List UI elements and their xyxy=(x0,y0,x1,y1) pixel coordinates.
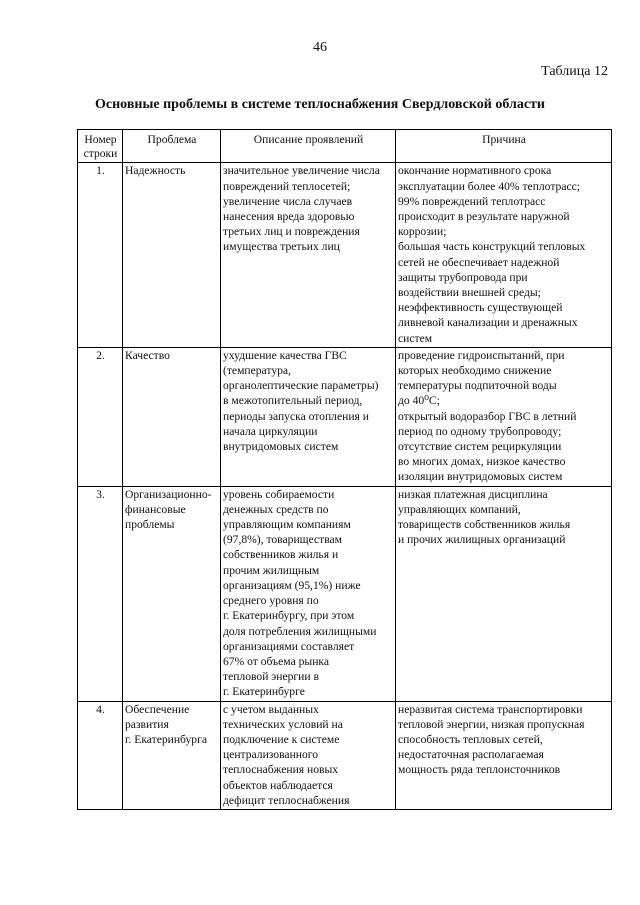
description-line: повреждений теплосетей; xyxy=(223,179,351,193)
problem-line: Организационно- xyxy=(125,487,212,501)
cause-line: ливневой канализации и дренажных xyxy=(398,316,578,330)
row-cause xyxy=(396,701,612,809)
description-line: начала циркуляции xyxy=(223,424,318,438)
row-problem xyxy=(123,163,221,347)
description-line: объектов наблюдается xyxy=(223,778,333,792)
problem-line: Обеспечение xyxy=(125,702,190,716)
row-cause xyxy=(396,163,612,347)
description-line: с учетом выданных xyxy=(223,702,319,716)
description-line: теплоснабжения новых xyxy=(223,763,339,777)
description-line: значительное увеличение числа xyxy=(223,164,380,178)
problem-line: Надежность xyxy=(125,164,186,178)
problems-table xyxy=(77,129,612,810)
row-number: 3. xyxy=(78,486,123,701)
problem-line: финансовые xyxy=(125,502,186,516)
page-number: 46 xyxy=(313,40,327,55)
description-line: третьих лиц и повреждения xyxy=(223,225,360,239)
row-number: 4. xyxy=(78,701,123,809)
description-line: организациями составляет xyxy=(223,639,355,653)
row-description xyxy=(221,701,396,809)
row-description xyxy=(221,486,396,701)
cause-line: защиты трубопровода при xyxy=(398,270,528,284)
description-line: доля потребления жилищными xyxy=(223,624,377,638)
row-problem xyxy=(123,486,221,701)
row-number: 1. xyxy=(78,163,123,347)
description-line: централизованного xyxy=(223,748,319,762)
problem-line: развития xyxy=(125,717,169,731)
description-line: увеличение числа случаев xyxy=(223,194,353,208)
description-line: внутридомовых систем xyxy=(223,440,339,454)
cause-line: температуры подпиточной воды xyxy=(398,379,557,393)
header-number-line: строки xyxy=(83,147,118,161)
cause-line: 99% повреждений теплотрасс xyxy=(398,194,546,208)
table-header-row xyxy=(78,130,612,163)
row-number: 2. xyxy=(78,347,123,486)
header-number xyxy=(78,130,123,163)
header-description: Описание проявлений xyxy=(221,130,396,163)
cause-line: во многих домах, низкое качество xyxy=(398,455,566,469)
row-description xyxy=(221,163,396,347)
description-line: нанесения вреда здоровью xyxy=(223,210,355,224)
description-line: ухудшение качества ГВС xyxy=(223,348,347,362)
cause-line: товариществ собственников жилья xyxy=(398,518,571,532)
cause-line: отсутствие систем рециркуляции xyxy=(398,440,562,454)
table-label: Таблица 12 xyxy=(541,64,608,79)
description-line: тепловой энергии в xyxy=(223,670,319,684)
cause-line: недостаточная располагаемая xyxy=(398,748,544,762)
table-row xyxy=(78,347,612,486)
cause-line: тепловой энергии, низкая пропускная xyxy=(398,717,585,731)
description-line: (97,8%), товариществам xyxy=(223,533,343,547)
problem-line: г. Екатеринбурга xyxy=(125,732,207,746)
description-line: в межотопительный период, xyxy=(223,394,363,408)
description-line: денежных средств по xyxy=(223,502,329,516)
cause-line: изоляции внутридомовых систем xyxy=(398,470,563,484)
header-number-line: Номер xyxy=(84,133,117,146)
description-line: среднего уровня по xyxy=(223,594,319,608)
cause-line: способность тепловых сетей, xyxy=(398,732,543,746)
cause-line: систем xyxy=(398,331,433,345)
table-row xyxy=(78,486,612,701)
header-cause: Причина xyxy=(396,130,612,163)
description-line: уровень собираемости xyxy=(223,487,335,501)
table-body xyxy=(78,163,612,810)
description-line: г. Екатеринбурге xyxy=(223,685,305,699)
header-problem: Проблема xyxy=(123,130,221,163)
document-title: Основные проблемы в системе теплоснабжения Свердловской области xyxy=(95,97,545,112)
cause-line: окончание нормативного срока xyxy=(398,164,552,178)
description-line: органолептические параметры) xyxy=(223,379,379,393)
cause-line: до 40⁰С; xyxy=(398,394,440,408)
cause-line: проведение гидроиспытаний, при xyxy=(398,348,565,362)
description-line: 67% от объема рынка xyxy=(223,654,330,668)
table-row xyxy=(78,163,612,347)
description-line: имущества третьих лиц xyxy=(223,240,340,254)
cause-line: мощность ряда теплоисточников xyxy=(398,763,561,777)
cause-line: и прочих жилищных организаций xyxy=(398,533,566,547)
description-line: периоды запуска отопления и xyxy=(223,409,369,423)
cause-line: сетей не обеспечивает надежной xyxy=(398,255,560,269)
row-cause xyxy=(396,347,612,486)
cause-line: воздействии внешней среды; xyxy=(398,286,541,300)
description-line: подключение к системе xyxy=(223,732,340,746)
description-line: управляющим компаниям xyxy=(223,518,351,532)
description-line: технических условий на xyxy=(223,717,343,731)
row-description xyxy=(221,347,396,486)
cause-line: которых необходимо снижение xyxy=(398,364,552,378)
cause-line: неэффективность существующей xyxy=(398,301,563,315)
cause-line: эксплуатации более 40% теплотрасс; xyxy=(398,179,580,193)
cause-line: коррозии; xyxy=(398,225,447,239)
table-row xyxy=(78,701,612,809)
row-problem xyxy=(123,701,221,809)
cause-line: период по одному трубопроводу; xyxy=(398,424,562,438)
description-line: собственников жилья и xyxy=(223,548,339,562)
cause-line: управляющих компаний, xyxy=(398,502,521,516)
description-line: организациям (95,1%) ниже xyxy=(223,578,361,592)
problem-line: Качество xyxy=(125,348,170,362)
row-cause xyxy=(396,486,612,701)
problem-line: проблемы xyxy=(125,518,175,532)
description-line: прочим жилищным xyxy=(223,563,320,577)
cause-line: происходит в результате наружной xyxy=(398,210,570,224)
description-line: (температура, xyxy=(223,364,291,378)
row-problem xyxy=(123,347,221,486)
cause-line: низкая платежная дисциплина xyxy=(398,487,548,501)
description-line: дефицит теплоснабжения xyxy=(223,793,350,807)
description-line: г. Екатеринбургу, при этом xyxy=(223,609,355,623)
cause-line: неразвитая система транспортировки xyxy=(398,702,583,716)
cause-line: открытый водоразбор ГВС в летний xyxy=(398,409,577,423)
cause-line: большая часть конструкций тепловых xyxy=(398,240,586,254)
